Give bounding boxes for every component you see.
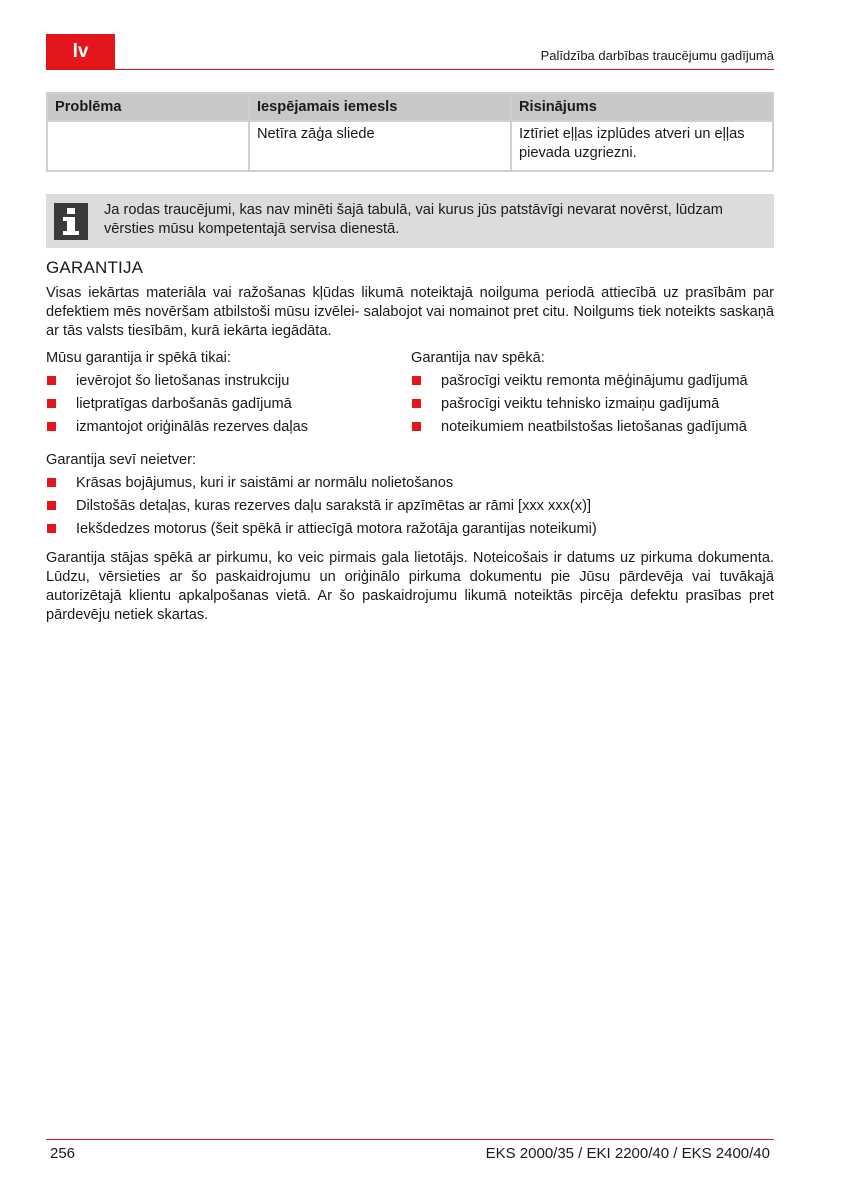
list-item: ievērojot šo lietošanas instrukciju bbox=[46, 372, 411, 391]
column-header-cause: Iespējamais iemesls bbox=[250, 94, 510, 120]
bullet-icon bbox=[412, 422, 421, 431]
bullet-icon bbox=[47, 376, 56, 385]
warranty-invalid-heading: Garantija nav spēkā: bbox=[411, 350, 545, 366]
bullet-icon bbox=[47, 524, 56, 533]
warranty-excludes bbox=[46, 451, 774, 539]
column-header-problem: Problēma bbox=[48, 94, 248, 120]
warranty-section bbox=[46, 258, 774, 625]
bullet-icon bbox=[47, 399, 56, 408]
list-item: Iekšdedzes motorus (šeit spēkā ir attiecīgā motora ražotāja garantijas noteikumi) bbox=[46, 520, 774, 539]
language-tab: lv bbox=[46, 34, 115, 70]
bullet-icon bbox=[47, 478, 56, 487]
table-cell-problem bbox=[48, 122, 248, 170]
list-item: Krāsas bojājumus, kuri ir saistāmi ar normālu nolietošanos bbox=[46, 474, 774, 493]
table-cell-cause: Netīra zāģa sliede bbox=[250, 122, 510, 170]
info-icon bbox=[54, 203, 88, 240]
warranty-valid-column bbox=[46, 349, 411, 441]
table-row bbox=[48, 122, 772, 170]
section-title: Palīdzība darbības traucējumu gadījumā bbox=[540, 48, 774, 63]
troubleshooting-table bbox=[46, 92, 774, 172]
footer-divider bbox=[46, 1139, 774, 1140]
warranty-excludes-list bbox=[46, 474, 774, 539]
page-number: 256 bbox=[50, 1145, 76, 1162]
bullet-icon bbox=[47, 422, 56, 431]
info-note bbox=[46, 194, 774, 248]
bullet-icon bbox=[412, 399, 421, 408]
list-item: pašrocīgi veiktu remonta mēģinājumu gadījumā bbox=[411, 372, 774, 391]
warranty-heading: GARANTIJA bbox=[46, 258, 144, 277]
warranty-valid-heading: Mūsu garantija ir spēkā tikai: bbox=[46, 350, 231, 366]
warranty-intro: Visas iekārtas materiāla vai ražošanas kļūdas likumā noteiktajā noilguma periodā attiecībā uz prasībām par defektiem mēs novēršam atbilstoši mūsu izvēlei- salabojot vai nomainot pret citu. Noilgums tiek noteikts saskaņā ar tās valsts tiesībām, kurā iekārta iegādāta. bbox=[46, 285, 774, 339]
header-divider bbox=[46, 69, 774, 70]
warranty-valid-list bbox=[46, 372, 411, 437]
warranty-conditions bbox=[46, 349, 774, 441]
footer-models: EKS 2000/35 / EKI 2200/40 / EKS 2400/40 bbox=[485, 1145, 770, 1162]
list-item: Dilstošās detaļas, kuras rezerves daļu sarakstā ir apzīmētas ar rāmi [xxx xxx(x)] bbox=[46, 497, 774, 516]
list-item: pašrocīgi veiktu tehnisko izmaiņu gadījumā bbox=[411, 395, 774, 414]
list-item: lietpratīgas darbošanās gadījumā bbox=[46, 395, 411, 414]
warranty-invalid-column bbox=[411, 349, 774, 441]
list-item: izmantojot oriģinālās rezerves daļas bbox=[46, 418, 411, 437]
list-item: noteikumiem neatbilstošas lietošanas gadījumā bbox=[411, 418, 774, 437]
warranty-excludes-heading: Garantija sevī neietver: bbox=[46, 452, 197, 468]
warranty-closing: Garantija stājas spēkā ar pirkumu, ko veic pirmais gala lietotājs. Noteicošais ir datums uz pirkuma dokumenta. Lūdzu, vērsieties ar šo paskaidrojumu un oriģinālo pirkuma dokumentu pie Jūsu pārdevēja vai tuvākajā autorizētajā klientu apkalpošanas vietā. Ar šo paskaidrojumu likumā noteiktās pircēja defektu prasības pret pārdevēju netiek skartas. bbox=[46, 550, 774, 623]
info-note-text: Ja rodas traucējumi, kas nav minēti šajā tabulā, vai kurus jūs patstāvīgi nevarat novērst, lūdzam vērsties mūsu kompetentajā servisa dienestā. bbox=[104, 202, 723, 237]
column-header-solution: Risinājums bbox=[512, 94, 772, 120]
bullet-icon bbox=[412, 376, 421, 385]
table-cell-solution: Iztīriet eļļas izplūdes atveri un eļļas pievada uzgriezni. bbox=[512, 122, 772, 170]
warranty-invalid-list bbox=[411, 372, 774, 437]
bullet-icon bbox=[47, 501, 56, 510]
table-header-row bbox=[48, 94, 772, 120]
